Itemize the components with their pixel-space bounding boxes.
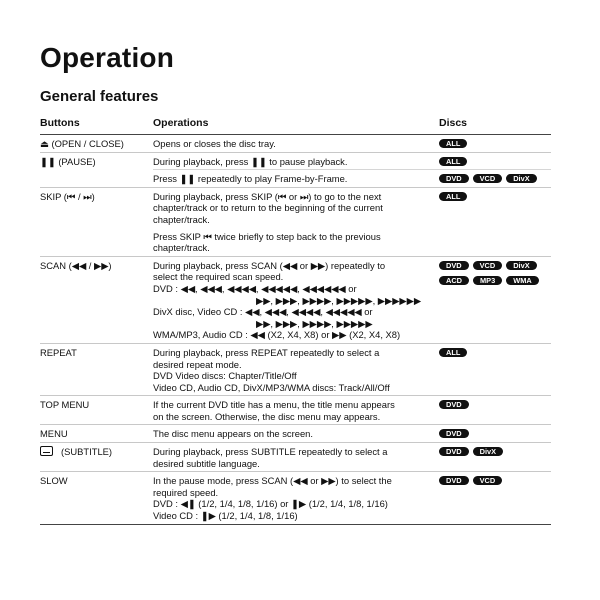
disc-badge-all: ALL bbox=[439, 157, 467, 166]
operation-text: During playback, press SKIP (⏮ or ⏭) to go to the next bbox=[153, 190, 382, 202]
disc-badge-dvd: DVD bbox=[439, 447, 469, 456]
operation-text: During playback, press SUBTITLE repeatedly to select a bbox=[153, 446, 388, 458]
button-name: (SUBTITLE) bbox=[61, 446, 113, 458]
disc-badge-divx: DivX bbox=[473, 447, 503, 456]
operation-text: required speed. bbox=[153, 486, 219, 498]
buttons-column-header: Buttons bbox=[40, 117, 80, 129]
operation-text: The disc menu appears on the screen. bbox=[153, 428, 313, 440]
page-title: Operation bbox=[40, 42, 175, 73]
operations-column-header: Operations bbox=[153, 117, 209, 129]
table-row bbox=[40, 472, 551, 524]
disc-badge-divx: DivX bbox=[506, 261, 536, 270]
operation-entry bbox=[153, 425, 551, 442]
section-title: General features bbox=[40, 88, 159, 105]
operation-text: desired repeat mode. bbox=[153, 358, 242, 370]
button-name-cell bbox=[40, 188, 153, 256]
disc-badges bbox=[439, 139, 551, 148]
operation-text: DivX disc, Video CD : ◀◀, ◀◀◀, ◀◀◀◀, ◀◀◀◀◀ or bbox=[153, 306, 373, 318]
operation-text: DVD : ◀◀, ◀◀◀, ◀◀◀◀, ◀◀◀◀◀, ◀◀◀◀◀◀ or bbox=[153, 282, 357, 294]
disc-badges bbox=[439, 476, 551, 485]
disc-badge-mp3: MP3 bbox=[473, 276, 502, 285]
disc-badges bbox=[439, 429, 551, 438]
operation-text: During playback, press ❚❚ to pause playback. bbox=[153, 155, 348, 167]
operation-text: chapter/track. bbox=[153, 213, 210, 225]
button-name: TOP MENU bbox=[40, 399, 90, 411]
table-header bbox=[40, 117, 551, 135]
operation-description bbox=[153, 170, 439, 187]
button-name: ⏏ (OPEN / CLOSE) bbox=[40, 138, 124, 149]
button-name: SLOW bbox=[40, 475, 68, 487]
button-name-cell bbox=[40, 472, 153, 523]
table-row bbox=[40, 188, 551, 257]
operation-entry bbox=[153, 472, 551, 523]
button-name-cell bbox=[40, 396, 153, 424]
operation-entry bbox=[153, 169, 551, 187]
disc-badges bbox=[439, 157, 551, 166]
button-name-cell bbox=[40, 257, 153, 343]
table-row bbox=[40, 425, 551, 443]
disc-badge-all: ALL bbox=[439, 192, 467, 201]
operation-text: on the screen. Otherwise, the disc menu may appears. bbox=[153, 410, 381, 422]
operation-entry bbox=[153, 228, 551, 256]
disc-badges bbox=[439, 261, 551, 285]
operation-text: Press ❚❚ repeatedly to play Frame-by-Frame. bbox=[153, 173, 348, 185]
operation-text: DVD Video discs: Chapter/Title/Off bbox=[153, 370, 297, 382]
operation-description bbox=[153, 188, 439, 228]
operation-description bbox=[153, 443, 439, 471]
table-row bbox=[40, 153, 551, 188]
button-name: SKIP (⏮ / ⏭) bbox=[40, 190, 95, 202]
operation-text: During playback, press REPEAT repeatedly to select a bbox=[153, 346, 380, 358]
disc-badge-vcd: VCD bbox=[473, 261, 503, 270]
operation-text: If the current DVD title has a menu, the title menu appears bbox=[153, 399, 395, 411]
disc-badges bbox=[439, 348, 551, 357]
button-name-cell bbox=[40, 443, 153, 471]
disc-badge-dvd: DVD bbox=[439, 261, 469, 270]
table-row bbox=[40, 443, 551, 472]
operation-entry bbox=[153, 135, 551, 152]
operation-text: ▶▶, ▶▶▶, ▶▶▶▶, ▶▶▶▶▶, ▶▶▶▶▶▶ bbox=[256, 294, 422, 306]
operation-text: desired subtitle language. bbox=[153, 457, 260, 469]
disc-badge-divx: DivX bbox=[506, 174, 536, 183]
operation-description bbox=[153, 344, 439, 395]
operation-text: DVD : ◀❚ (1/2, 1/4, 1/8, 1/16) or ❚▶ (1/2, 1/4, 1/8, 1/16) bbox=[153, 498, 388, 510]
disc-badges bbox=[439, 174, 551, 183]
disc-badges bbox=[439, 192, 551, 201]
disc-badge-vcd: VCD bbox=[473, 174, 503, 183]
disc-badge-all: ALL bbox=[439, 139, 467, 148]
operation-entry bbox=[153, 153, 551, 170]
button-name: SCAN (◀◀ / ▶▶) bbox=[40, 259, 112, 271]
operation-text: In the pause mode, press SCAN (◀◀ or ▶▶) to select the bbox=[153, 475, 392, 487]
disc-badges bbox=[439, 447, 551, 456]
operation-text: Video CD, Audio CD, DivX/MP3/WMA discs: Track/All/Off bbox=[153, 381, 390, 393]
features-table bbox=[40, 117, 551, 525]
table-row bbox=[40, 344, 551, 396]
button-name-cell bbox=[40, 153, 153, 187]
table-row bbox=[40, 257, 551, 344]
operation-entry bbox=[153, 443, 551, 471]
button-name-cell bbox=[40, 425, 153, 442]
table-row bbox=[40, 396, 551, 425]
operation-description bbox=[153, 396, 439, 424]
button-name: REPEAT bbox=[40, 346, 77, 358]
operation-text: WMA/MP3, Audio CD : ◀◀ (X2, X4, X8) or ▶▶ (X2, X4, X8) bbox=[153, 329, 401, 341]
operation-text: Opens or closes the disc tray. bbox=[153, 138, 276, 149]
operation-description bbox=[153, 135, 439, 152]
disc-badge-vcd: VCD bbox=[473, 476, 503, 485]
operation-text: During playback, press SCAN (◀◀ or ▶▶) repeatedly to bbox=[153, 259, 386, 271]
operation-text: ▶▶, ▶▶▶, ▶▶▶▶, ▶▶▶▶▶ bbox=[256, 317, 373, 329]
table-row bbox=[40, 135, 551, 153]
disc-badges bbox=[439, 400, 551, 409]
disc-badge-all: ALL bbox=[439, 348, 467, 357]
disc-badge-dvd: DVD bbox=[439, 429, 469, 438]
operation-entry bbox=[153, 257, 551, 343]
operation-text: chapter/track or to return to the beginning of the current bbox=[153, 202, 383, 214]
operation-description bbox=[153, 228, 439, 256]
operation-entry bbox=[153, 396, 551, 424]
button-name: MENU bbox=[40, 428, 68, 440]
disc-badge-acd: ACD bbox=[439, 276, 469, 285]
operation-description bbox=[153, 257, 439, 343]
button-name: ❚❚ (PAUSE) bbox=[40, 155, 96, 167]
disc-badge-wma: WMA bbox=[506, 276, 538, 285]
button-name-cell bbox=[40, 135, 153, 152]
disc-badge-dvd: DVD bbox=[439, 400, 469, 409]
operation-text: chapter/track. bbox=[153, 242, 210, 254]
operation-entry bbox=[153, 344, 551, 395]
operation-text: select the required scan speed. bbox=[153, 271, 284, 283]
operation-entry bbox=[153, 188, 551, 228]
disc-badge-dvd: DVD bbox=[439, 174, 469, 183]
operation-text: Video CD : ❚▶ (1/2, 1/4, 1/8, 1/16) bbox=[153, 510, 298, 522]
operation-description bbox=[153, 153, 439, 170]
operation-description bbox=[153, 425, 439, 442]
disc-badge-dvd: DVD bbox=[439, 476, 469, 485]
discs-column-header: Discs bbox=[439, 117, 468, 129]
operation-description bbox=[153, 472, 439, 523]
operation-text: Press SKIP ⏮ twice briefly to step back to the previous bbox=[153, 230, 381, 242]
subtitle-icon bbox=[40, 446, 53, 456]
button-name-cell bbox=[40, 344, 153, 395]
